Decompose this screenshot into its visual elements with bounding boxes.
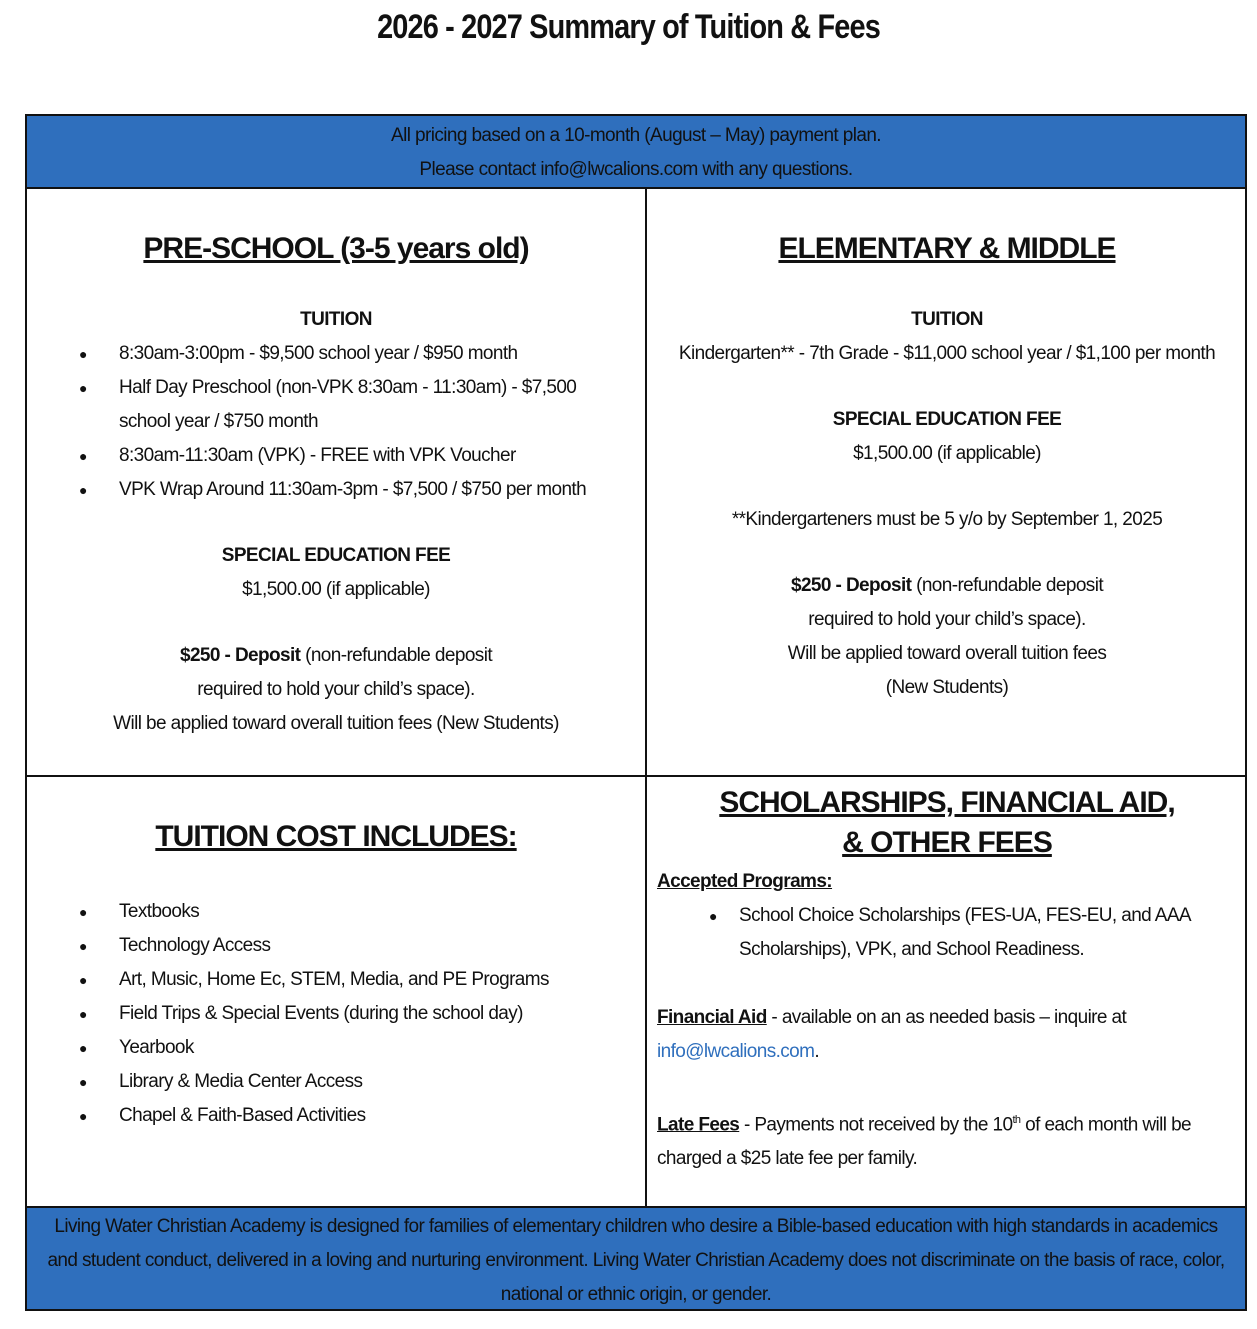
pricing-notice	[27, 116, 1245, 189]
deposit-info	[27, 639, 645, 673]
kindergarten-note: **Kindergarteners must be 5 y/o by September 1, 2025	[731, 509, 1163, 530]
period: .	[814, 1041, 820, 1062]
page-title: 2026 - 2027 Summary of Tuition & Fees	[377, 8, 880, 46]
late-fees-text: - Payments not received by the 10	[739, 1114, 1013, 1136]
deposit-amount: $250 -	[790, 575, 846, 596]
accepted-programs-label: Accepted Programs:	[657, 871, 833, 892]
sped-label: SPECIAL EDUCATION FEE	[221, 545, 451, 566]
sped-value: $1,500.00 (if applicable)	[242, 579, 430, 600]
deposit-text: required to hold your child’s space).	[197, 679, 475, 700]
deposit-label: Deposit	[845, 575, 912, 596]
late-fees	[657, 1103, 1237, 1176]
elementary-tuition-label: TUITION	[911, 309, 983, 330]
list-item: ● Library & Media Center Access	[27, 1065, 645, 1099]
scholarships-heading: & OTHER FEES	[842, 826, 1052, 859]
tuition-table	[25, 114, 1247, 1311]
email-link[interactable]: info@lwcalions.com	[657, 1041, 815, 1062]
deposit-text: (non-refundable deposit	[300, 645, 492, 666]
list-item: ● Textbooks	[27, 895, 645, 929]
preschool-heading: PRE-SCHOOL (3-5 years old)	[143, 232, 529, 265]
ordinal-suffix: th	[1012, 1114, 1021, 1126]
includes-heading: TUITION COST INCLUDES:	[155, 820, 517, 853]
list-item: ● Field Trips & Special Events (during the school day)	[27, 997, 645, 1031]
includes-section	[27, 777, 647, 1207]
list-item: ● 8:30am-11:30am (VPK) - FREE with VPK Voucher	[27, 439, 605, 473]
deposit-label: Deposit	[234, 645, 301, 666]
list-item: ● Art, Music, Home Ec, STEM, Media, and PE Programs	[27, 963, 645, 997]
notice-line: Please contact info@lwcalions.com with any questions.	[419, 159, 853, 180]
scholarships-heading: SCHOLARSHIPS, FINANCIAL AID,	[719, 786, 1175, 819]
elementary-tuition-value: Kindergarten** - 7th Grade - $11,000 school year / $1,100 per month	[678, 343, 1216, 364]
scholarships-section	[647, 777, 1247, 1207]
list-item: ● Yearbook	[27, 1031, 645, 1065]
late-fees-label: Late Fees	[657, 1114, 740, 1136]
preschool-tuition-label: TUITION	[300, 309, 372, 330]
sped-value: $1,500.00 (if applicable)	[853, 443, 1041, 464]
sped-label: SPECIAL EDUCATION FEE	[832, 409, 1062, 430]
deposit-text: (non-refundable deposit	[911, 575, 1103, 596]
list-item: ● Technology Access	[27, 929, 645, 963]
deposit-text: (New Students)	[885, 677, 1009, 698]
elementary-heading: ELEMENTARY & MIDDLE	[778, 232, 1116, 265]
deposit-amount: $250 -	[179, 645, 235, 666]
deposit-text: Will be applied toward overall tuition fees (New Students)	[113, 713, 559, 734]
financial-aid-label: Financial Aid	[657, 1007, 767, 1028]
list-item: ● VPK Wrap Around 11:30am-3pm - $7,500 / $750 per month	[27, 473, 605, 507]
late-fees-text: of each month will be charged a $25 late fee per family.	[657, 1114, 1192, 1170]
elementary-section	[647, 189, 1247, 777]
financial-aid-text: - available on an as needed basis – inquire at	[766, 1007, 1127, 1028]
list-item: ● Chapel & Faith-Based Activities	[27, 1099, 645, 1133]
notice-line: All pricing based on a 10-month (August – May) payment plan.	[391, 125, 881, 146]
deposit-text: required to hold your child’s space).	[808, 609, 1086, 630]
financial-aid	[657, 1001, 1237, 1069]
list-item: ● School Choice Scholarships (FES-UA, FES-EU, and AAA Scholarships), VPK, and School Readiness.	[657, 899, 1237, 967]
deposit-text: Will be applied toward overall tuition fees	[787, 643, 1107, 664]
list-item: ● Half Day Preschool (non-VPK 8:30am - 11:30am) - $7,500 school year / $750 month	[27, 371, 605, 439]
list-item: ● 8:30am-3:00pm - $9,500 school year / $950 month	[27, 337, 605, 371]
preschool-section	[27, 189, 647, 777]
deposit-info	[647, 569, 1247, 603]
footer-statement: Living Water Christian Academy is designed for families of elementary children who desire a Bible-based education with high standards in academics and student conduct, delivered in a loving and nurturing environment. Living Water Christian Academy does not discriminate on the basis of race, color, national or ethnic origin, or gender.	[27, 1206, 1245, 1309]
